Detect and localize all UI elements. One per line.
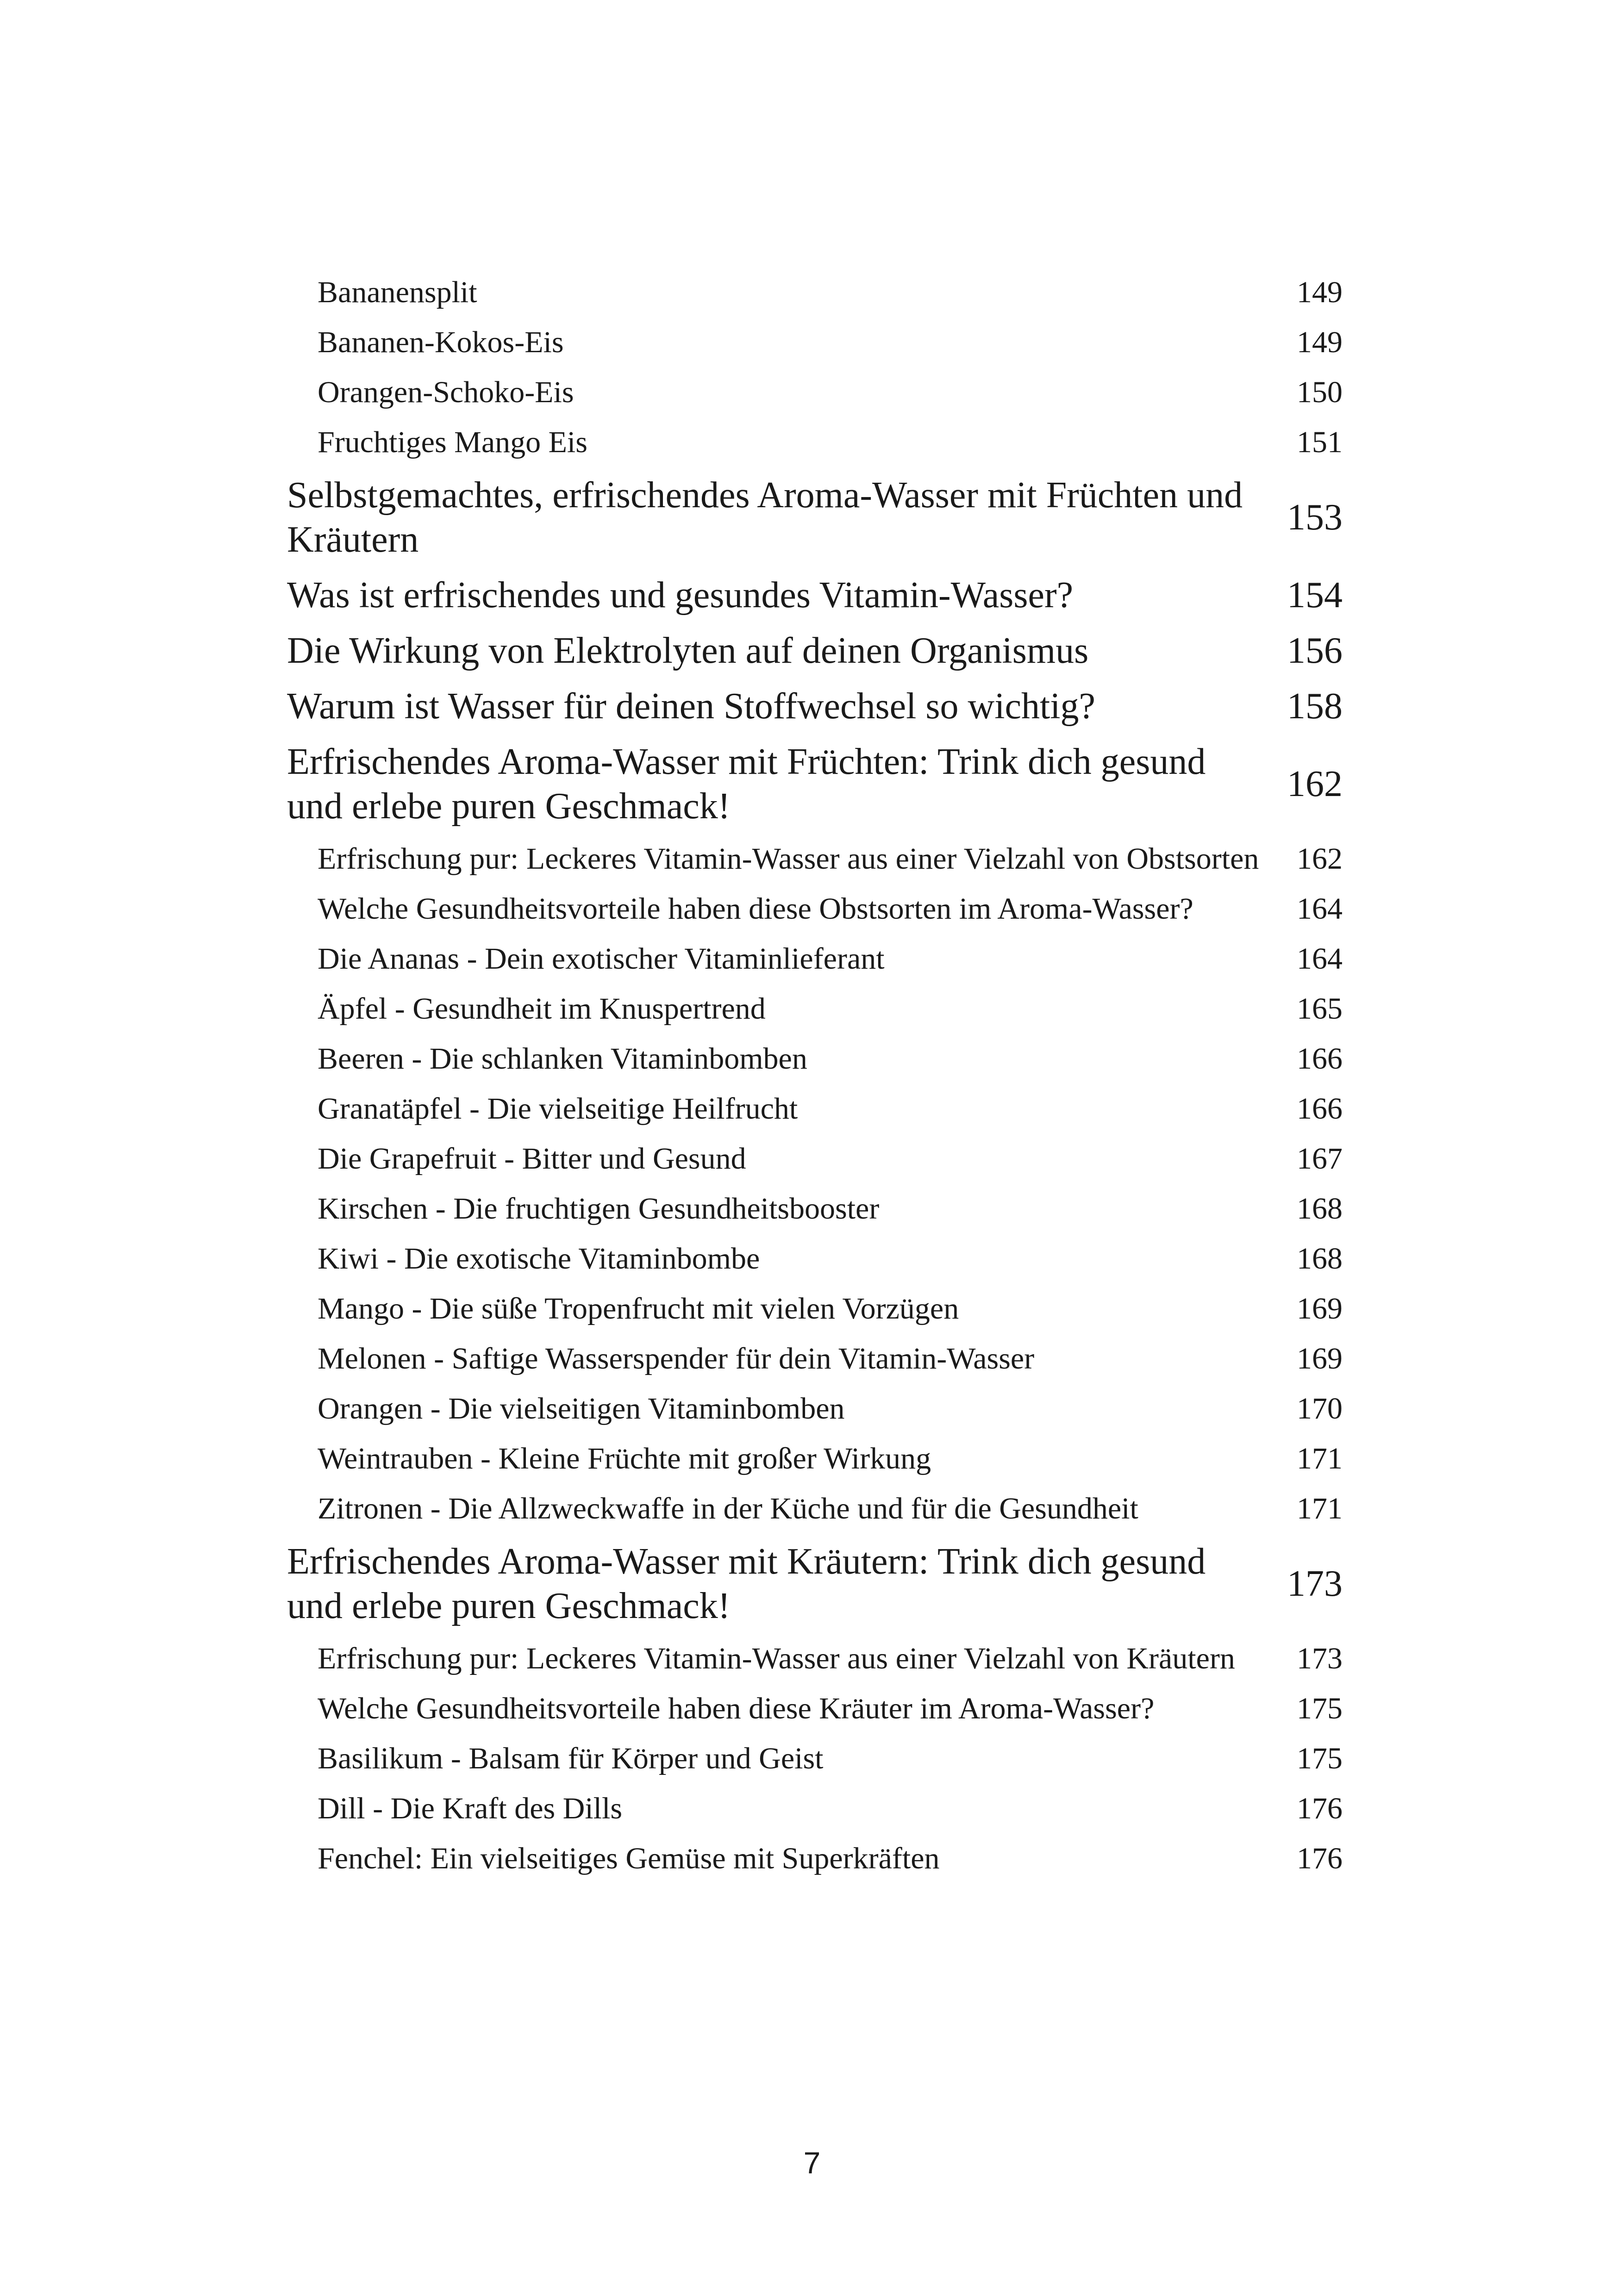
toc-entry-title: Granatäpfel - Die vielseitige Heilfrucht xyxy=(318,1092,798,1126)
toc-section-entry xyxy=(287,1789,1343,1828)
toc-section-entry xyxy=(287,890,1343,928)
toc-section-entry xyxy=(287,423,1343,462)
toc-entry-title: Äpfel - Gesundheit im Knuspertrend xyxy=(318,992,766,1026)
toc-entry-page: 166 xyxy=(1297,1092,1343,1126)
toc-entry-title: Warum ist Wasser für deinen Stoffwechsel so wichtig? xyxy=(287,686,1095,727)
toc-entry-title: Orangen - Die vielseitigen Vitaminbomben xyxy=(318,1392,845,1425)
toc-section-entry xyxy=(287,1289,1343,1328)
toc-section-entry xyxy=(287,1689,1343,1728)
toc-entry-title: Die Ananas - Dein exotischer Vitaminlieferant xyxy=(318,942,885,976)
toc-entry-title: Dill - Die Kraft des Dills xyxy=(318,1792,623,1825)
toc-entry-title: Erfrischung pur: Leckeres Vitamin-Wasser aus einer Vielzahl von Kräutern xyxy=(318,1642,1235,1675)
toc-entry-title: Die Wirkung von Elektrolyten auf deinen Organismus xyxy=(287,630,1089,671)
toc-entry-title: Kiwi - Die exotische Vitaminbombe xyxy=(318,1242,760,1276)
toc-section-entry xyxy=(287,989,1343,1028)
toc-entry-title: Basilikum - Balsam für Körper und Geist xyxy=(318,1742,824,1775)
toc-entry-page: 169 xyxy=(1297,1342,1343,1375)
toc-entry-title: Zitronen - Die Allzweckwaffe in der Küche und für die Gesundheit xyxy=(318,1492,1138,1525)
toc-entry-page: 150 xyxy=(1297,375,1343,409)
toc-entry-page: 153 xyxy=(1287,497,1343,538)
toc-entry-page: 162 xyxy=(1297,842,1343,876)
toc-entry-page: 158 xyxy=(1287,686,1343,727)
toc-entry-title: Mango - Die süße Tropenfrucht mit vielen Vorzügen xyxy=(318,1292,959,1325)
toc-entry-page: 170 xyxy=(1297,1392,1343,1425)
toc-entry-page: 164 xyxy=(1297,892,1343,926)
toc-entry-title: Die Grapefruit - Bitter und Gesund xyxy=(318,1142,746,1176)
toc-entry-page: 156 xyxy=(1287,630,1343,671)
toc-entry-page: 168 xyxy=(1297,1242,1343,1276)
toc-chapter-entry xyxy=(287,684,1343,728)
toc-entry-title: Weintrauben - Kleine Früchte mit großer Wirkung xyxy=(318,1442,931,1475)
toc-entry-page: 154 xyxy=(1287,575,1343,616)
toc-entry-page: 176 xyxy=(1297,1842,1343,1875)
toc-entry-title: Fenchel: Ein vielseitiges Gemüse mit Superkräften xyxy=(318,1842,940,1875)
toc-section-entry xyxy=(287,1089,1343,1128)
toc-section-entry xyxy=(287,1489,1343,1528)
toc-chapter-entry xyxy=(287,1539,1343,1628)
toc-section-entry xyxy=(287,1639,1343,1678)
toc-entry-title: Selbstgemachtes, erfrischendes Aroma-Wasser mit Früchten und Kräutern xyxy=(287,475,1243,560)
toc-entry-page: 176 xyxy=(1297,1792,1343,1825)
toc-section-entry xyxy=(287,940,1343,978)
toc-entry-title: Welche Gesundheitsvorteile haben diese Kräuter im Aroma-Wasser? xyxy=(318,1692,1155,1725)
toc-entry-page: 167 xyxy=(1297,1142,1343,1176)
toc-chapter-entry xyxy=(287,740,1343,828)
toc-entry-title: Bananen-Kokos-Eis xyxy=(318,325,564,359)
toc-section-entry xyxy=(287,1189,1343,1228)
toc-chapter-entry xyxy=(287,573,1343,617)
toc-entry-page: 169 xyxy=(1297,1292,1343,1325)
toc-section-entry xyxy=(287,1739,1343,1778)
toc-entry-page: 162 xyxy=(1287,764,1343,804)
toc-entry-page: 173 xyxy=(1287,1563,1343,1604)
toc-entry-title: Erfrischendes Aroma-Wasser mit Kräutern: Trink dich gesund und erlebe puren Geschmack! xyxy=(287,1541,1206,1626)
toc-entry-page: 164 xyxy=(1297,942,1343,976)
toc-entry-title: Bananensplit xyxy=(318,275,477,309)
toc-section-entry xyxy=(287,323,1343,362)
toc-entry-page: 149 xyxy=(1297,275,1343,309)
toc-section-entry xyxy=(287,1339,1343,1378)
toc-entry-page: 175 xyxy=(1297,1692,1343,1725)
toc-entry-title: Fruchtiges Mango Eis xyxy=(318,425,587,459)
toc-section-entry xyxy=(287,1039,1343,1078)
toc-entry-title: Melonen - Saftige Wasserspender für dein Vitamin-Wasser xyxy=(318,1342,1035,1375)
toc-section-entry xyxy=(287,1239,1343,1278)
toc-entry-page: 166 xyxy=(1297,1042,1343,1076)
toc-section-entry xyxy=(287,1439,1343,1478)
toc-entry-title: Kirschen - Die fruchtigen Gesundheitsbooster xyxy=(318,1192,880,1226)
toc-chapter-entry xyxy=(287,473,1343,562)
toc-entry-title: Erfrischendes Aroma-Wasser mit Früchten: Trink dich gesund und erlebe puren Geschmack! xyxy=(287,741,1206,827)
toc-entry-page: 168 xyxy=(1297,1192,1343,1226)
page-number: 7 xyxy=(803,2146,821,2180)
toc-entry-title: Erfrischung pur: Leckeres Vitamin-Wasser aus einer Vielzahl von Obstsorten xyxy=(318,842,1259,876)
toc-entry-page: 173 xyxy=(1297,1642,1343,1675)
toc-entry-page: 165 xyxy=(1297,992,1343,1026)
toc-entry-title: Beeren - Die schlanken Vitaminbomben xyxy=(318,1042,807,1076)
toc-entry-title: Orangen-Schoko-Eis xyxy=(318,375,574,409)
toc-section-entry xyxy=(287,373,1343,412)
toc-section-entry xyxy=(287,1839,1343,1878)
toc-entry-page: 171 xyxy=(1297,1492,1343,1525)
toc-entry-page: 151 xyxy=(1297,425,1343,459)
toc-entry-title: Was ist erfrischendes und gesundes Vitamin-Wasser? xyxy=(287,575,1074,616)
toc-chapter-entry xyxy=(287,628,1343,673)
toc-section-entry xyxy=(287,273,1343,312)
toc-section-entry xyxy=(287,1139,1343,1178)
toc-section-entry xyxy=(287,1389,1343,1428)
table-of-contents xyxy=(287,273,1343,1889)
toc-section-entry xyxy=(287,840,1343,878)
toc-entry-page: 149 xyxy=(1297,325,1343,359)
toc-entry-page: 175 xyxy=(1297,1742,1343,1775)
toc-entry-page: 171 xyxy=(1297,1442,1343,1475)
toc-entry-title: Welche Gesundheitsvorteile haben diese Obstsorten im Aroma-Wasser? xyxy=(318,892,1193,926)
